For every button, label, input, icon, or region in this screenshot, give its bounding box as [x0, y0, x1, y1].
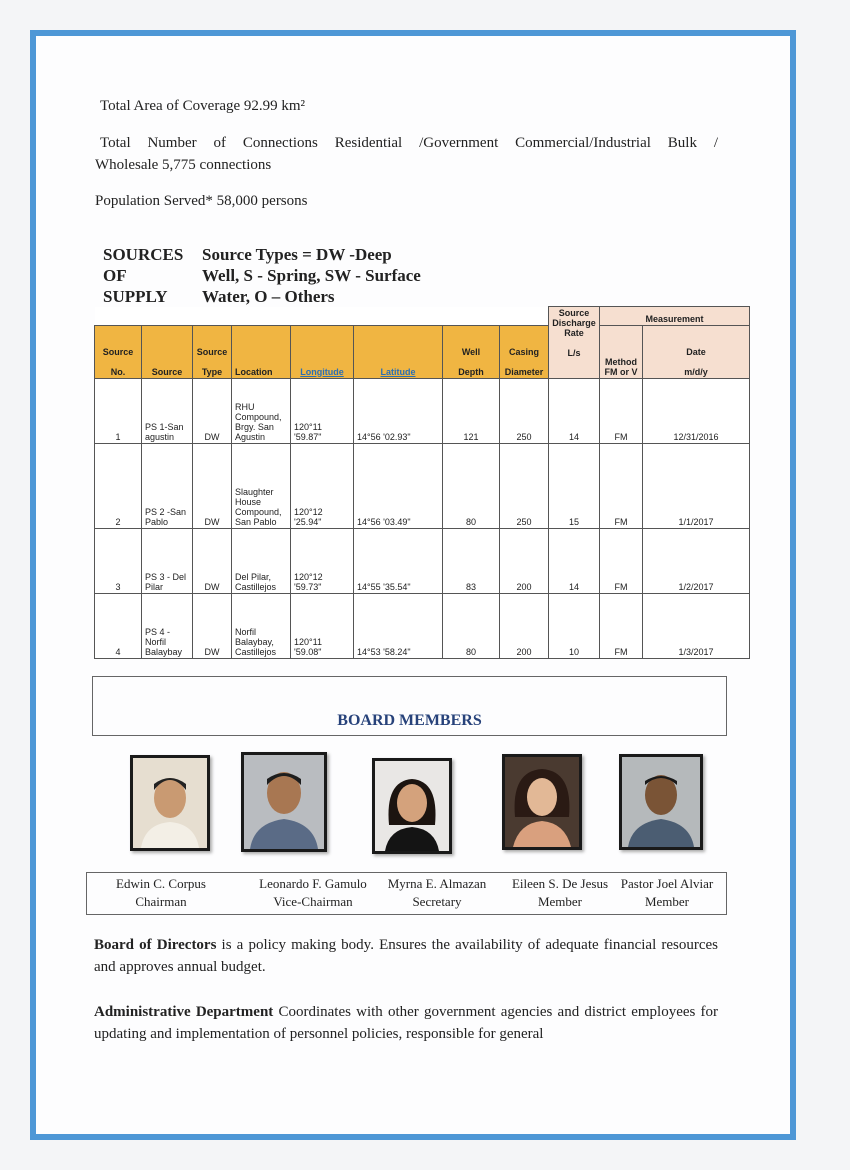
table-row	[95, 593, 750, 658]
cell-depth: 121	[443, 378, 500, 443]
cell-location: Del Pilar, Castillejos	[232, 528, 291, 593]
table-row	[95, 528, 750, 593]
coverage-text: Total Area of Coverage 92.99 km²	[100, 98, 306, 114]
member-2: Leonardo F. Gamulo Vice-Chairman	[259, 876, 367, 909]
cell-source: PS 4 - Norfil Balaybay	[142, 593, 193, 658]
cell-depth: 80	[443, 593, 500, 658]
method-header: Method FM or V	[600, 325, 643, 378]
casing-header: Casing Diameter	[500, 325, 549, 378]
portrait-photo-4	[502, 754, 582, 850]
discharge-rate-header: Source Discharge Rate L/s	[549, 307, 600, 379]
cell-date: 1/1/2017	[643, 443, 750, 528]
cell-no: 3	[95, 528, 142, 593]
cell-method: FM	[600, 378, 643, 443]
cell-location: Slaughter House Compound, San Pablo	[232, 443, 291, 528]
portrait-photo-5	[619, 754, 703, 850]
cell-rate: 10	[549, 593, 600, 658]
supply-word: SUPPLY	[103, 287, 168, 306]
cell-type: DW	[193, 593, 232, 658]
cell-source: PS 3 - Del Pilar	[142, 528, 193, 593]
cell-longitude: 120°11 '59.87"	[291, 378, 354, 443]
connections-line1: Total Number of Connections Residential /Government Commercial/Industrial Bulk /	[100, 135, 718, 151]
cell-method: FM	[600, 528, 643, 593]
cell-rate: 14	[549, 528, 600, 593]
well-depth-header: Well Depth	[443, 325, 500, 378]
date-header: Date m/d/y	[643, 325, 750, 378]
member-4: Eileen S. De Jesus Member	[511, 876, 609, 909]
cell-casing: 200	[500, 593, 549, 658]
population-text: Population Served* 58,000 persons	[95, 193, 308, 209]
cell-no: 1	[95, 378, 142, 443]
cell-latitude: 14°55 '35.54"	[354, 528, 443, 593]
cell-casing: 250	[500, 378, 549, 443]
cell-location: Norfil Balaybay, Castillejos	[232, 593, 291, 658]
table-row	[95, 378, 750, 443]
latitude-header: Latitude	[354, 325, 443, 378]
cell-location: RHU Compound, Brgy. San Agustin	[232, 378, 291, 443]
cell-type: DW	[193, 378, 232, 443]
source-types-line2: Well, S - Spring, SW - Surface	[202, 266, 421, 285]
connections-line2: Wholesale 5,775 connections	[95, 157, 272, 173]
cell-source: PS 1-San agustin	[142, 378, 193, 443]
of-word: OF	[103, 266, 127, 285]
longitude-header: Longitude	[291, 325, 354, 378]
cell-type: DW	[193, 443, 232, 528]
cell-no: 4	[95, 593, 142, 658]
cell-date: 1/2/2017	[643, 528, 750, 593]
portrait-photo-1	[130, 755, 210, 851]
cell-casing: 250	[500, 443, 549, 528]
location-header: Location	[232, 325, 291, 378]
cell-method: FM	[600, 443, 643, 528]
cell-method: FM	[600, 593, 643, 658]
sources-table	[94, 306, 750, 659]
member-5: Pastor Joel Alviar Member	[620, 876, 714, 909]
cell-casing: 200	[500, 528, 549, 593]
cell-date: 12/31/2016	[643, 378, 750, 443]
cell-rate: 14	[549, 378, 600, 443]
rate-unit-header: L/s	[567, 348, 581, 358]
member-1: Edwin C. Corpus Chairman	[116, 876, 206, 909]
cell-source: PS 2 -San Pablo	[142, 443, 193, 528]
cell-depth: 83	[443, 528, 500, 593]
cell-depth: 80	[443, 443, 500, 528]
cell-latitude: 14°53 '58.24"	[354, 593, 443, 658]
cell-latitude: 14°56 '02.93"	[354, 378, 443, 443]
cell-longitude: 120°12 '59.73"	[291, 528, 354, 593]
board-members-title: BOARD MEMBERS	[337, 712, 482, 729]
cell-latitude: 14°56 '03.49"	[354, 443, 443, 528]
cell-no: 2	[95, 443, 142, 528]
sources-word: SOURCES	[103, 245, 184, 264]
cell-rate: 15	[549, 443, 600, 528]
source-type-header: Source Type	[193, 325, 232, 378]
source-header: Source	[142, 325, 193, 378]
source-types-line3: Water, O – Others	[202, 287, 335, 306]
cell-longitude: 120°12 '25.94"	[291, 443, 354, 528]
cell-longitude: 120°11 '59.08"	[291, 593, 354, 658]
administrative-paragraph: Administrative Department Coordinates with other government agencies and district employees for updating and implementation of personnel policies, responsible for general	[94, 1004, 718, 1042]
source-no-header: Source No.	[95, 325, 142, 378]
board-of-directors-paragraph: Board of Directors is a policy making body. Ensures the availability of adequate financial resources and approves annual budget.	[94, 937, 718, 975]
portrait-photo-3	[372, 758, 452, 854]
source-types-line1: Source Types = DW -Deep	[202, 245, 392, 264]
board-members-box	[92, 676, 727, 736]
cell-type: DW	[193, 528, 232, 593]
measurement-header: Measurement	[600, 307, 750, 326]
member-3: Myrna E. Almazan Secretary	[387, 876, 487, 909]
table-row	[95, 443, 750, 528]
portrait-photo-2	[241, 752, 327, 852]
cell-date: 1/3/2017	[643, 593, 750, 658]
board-member-names	[86, 872, 727, 915]
